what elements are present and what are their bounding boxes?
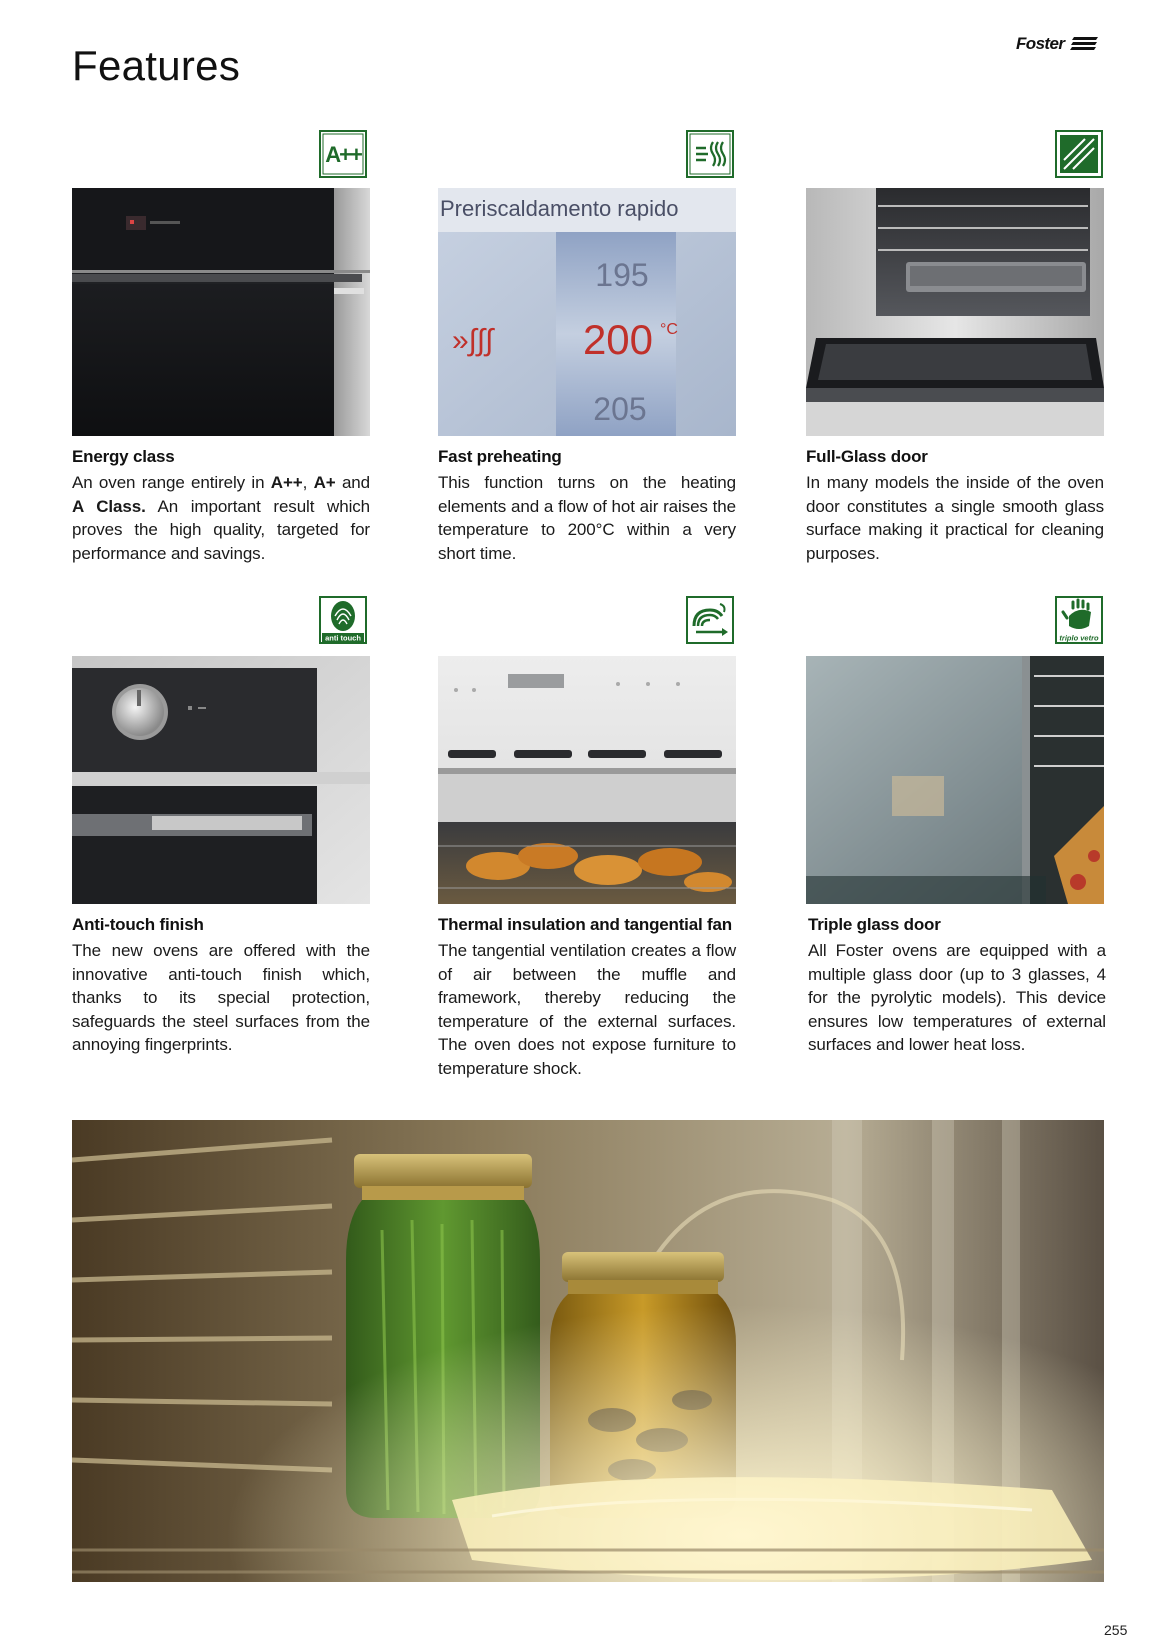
svg-text:°C: °C xyxy=(660,321,678,338)
feature-title: Triple glass door xyxy=(808,915,941,934)
brand-name: Foster xyxy=(1016,34,1065,53)
feature-fast-preheating xyxy=(438,130,736,563)
energy-class-badge-icon xyxy=(319,130,367,178)
hero-photo-jars-in-oven xyxy=(72,1120,1104,1582)
svg-text:»∫∫∫: »∫∫∫ xyxy=(452,324,494,357)
page-number: 255 xyxy=(1104,1622,1128,1638)
triple-glass-door-caption xyxy=(808,914,1106,1057)
anti-touch-caption xyxy=(72,914,370,1057)
feature-title: Anti-touch finish xyxy=(72,915,204,934)
svg-text:195: 195 xyxy=(595,257,649,293)
tangential-fan-badge-icon xyxy=(686,596,734,644)
triple-glass-door-photo xyxy=(806,656,1104,904)
feature-energy-class xyxy=(72,130,371,563)
feature-full-glass-door xyxy=(806,130,1104,563)
feature-description: The new ovens are offered with the innovative anti-touch finish which, thanks to its special protection, safeguards the steel surfaces from the annoying fingerprints. xyxy=(72,941,370,1054)
page-title: Features xyxy=(72,42,241,89)
svg-text:A++: A++ xyxy=(325,142,361,167)
fast-preheating-caption xyxy=(438,446,736,565)
feature-thermal-insulation xyxy=(438,596,736,1076)
feature-title: Thermal insulation and tangential fan xyxy=(438,915,732,934)
triple-glass-badge-icon xyxy=(1055,596,1103,644)
feature-description: In many models the inside of the oven door constitutes a single smooth glass surface making it practical for cleaning purposes. xyxy=(806,473,1104,563)
energy-class-photo xyxy=(72,188,370,436)
feature-title: Energy class xyxy=(72,447,175,466)
feature-description: All Foster ovens are equipped with a multiple glass door (up to 3 glasses, 4 for the pyrolytic models). This device ensures low temperatures of external surfaces and lower heat loss. xyxy=(808,941,1106,1054)
thermal-insulation-caption xyxy=(438,914,736,1080)
brand-logo xyxy=(1016,34,1098,54)
fast-preheating-badge-icon xyxy=(686,130,734,178)
svg-text:Preriscaldamento rapido: Preriscaldamento rapido xyxy=(440,196,679,221)
fast-preheating-screen xyxy=(438,188,736,436)
feature-title: Fast preheating xyxy=(438,447,562,466)
feature-description: The tangential ventilation creates a flow of air between the muffle and framework, thereby reducing the temperature of the external surfaces. The oven does not expose furniture to temperature shock. xyxy=(438,941,736,1078)
feature-triple-glass-door xyxy=(806,596,1104,1076)
thermal-insulation-photo xyxy=(438,656,736,904)
full-glass-door-caption xyxy=(806,446,1104,565)
full-glass-door-photo xyxy=(806,188,1104,436)
full-glass-door-badge-icon xyxy=(1055,130,1103,178)
svg-text:200: 200 xyxy=(582,316,654,363)
feature-description: An oven range entirely in A++, A+ and A Class. An important result which proves the high quality, targeted for performance and savings. xyxy=(72,473,371,563)
anti-touch-badge-icon xyxy=(319,596,367,644)
feature-title: Full-Glass door xyxy=(806,447,928,466)
svg-text:triplo vetro: triplo vetro xyxy=(1059,633,1099,643)
energy-class-caption xyxy=(72,446,370,565)
anti-touch-photo xyxy=(72,656,370,904)
svg-text:205: 205 xyxy=(593,391,647,427)
brand-mark-icon xyxy=(1070,37,1098,51)
feature-anti-touch-finish xyxy=(72,596,370,1066)
svg-text:anti touch: anti touch xyxy=(325,633,361,643)
feature-description: This function turns on the heating elements and a flow of hot air raises the temperature to 200°C within a very short time. xyxy=(438,473,736,563)
